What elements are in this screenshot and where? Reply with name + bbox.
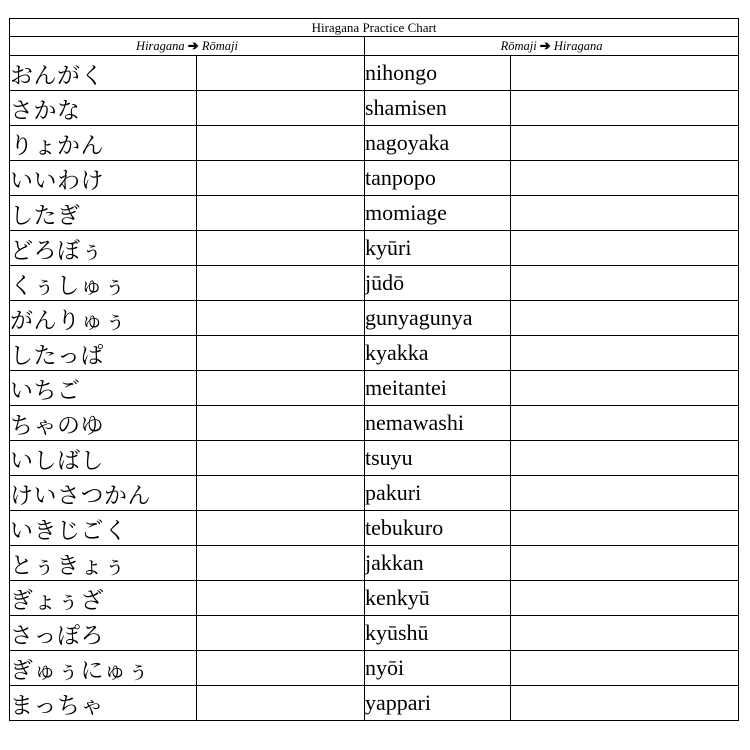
table-row xyxy=(10,91,739,126)
hiragana-answer-blank[interactable] xyxy=(511,91,739,126)
table-row xyxy=(10,441,739,476)
table-row xyxy=(10,546,739,581)
hiragana-word: どろぼぅ xyxy=(10,231,197,266)
hiragana-answer-blank[interactable] xyxy=(511,56,739,91)
table-row xyxy=(10,511,739,546)
hiragana-answer-blank[interactable] xyxy=(511,266,739,301)
header-from-romaji: Rōmaji xyxy=(500,39,537,53)
table-row xyxy=(10,476,739,511)
hiragana-word: いきじごく xyxy=(10,511,197,546)
hiragana-answer-blank[interactable] xyxy=(511,441,739,476)
romaji-answer-blank[interactable] xyxy=(197,511,365,546)
hiragana-answer-blank[interactable] xyxy=(511,301,739,336)
romaji-word: kyakka xyxy=(365,336,511,371)
hiragana-word: ぎゅぅにゅぅ xyxy=(10,651,197,686)
hiragana-word: くぅしゅぅ xyxy=(10,266,197,301)
table-row xyxy=(10,686,739,721)
romaji-word: meitantei xyxy=(365,371,511,406)
hiragana-word: いちご xyxy=(10,371,197,406)
hiragana-answer-blank[interactable] xyxy=(511,511,739,546)
romaji-word: kyūri xyxy=(365,231,511,266)
hiragana-answer-blank[interactable] xyxy=(511,686,739,721)
romaji-word: kyūshū xyxy=(365,616,511,651)
romaji-answer-blank[interactable] xyxy=(197,196,365,231)
table-row xyxy=(10,301,739,336)
hiragana-answer-blank[interactable] xyxy=(511,231,739,266)
hiragana-answer-blank[interactable] xyxy=(511,616,739,651)
hiragana-answer-blank[interactable] xyxy=(511,406,739,441)
romaji-word: nagoyaka xyxy=(365,126,511,161)
hiragana-answer-blank[interactable] xyxy=(511,476,739,511)
hiragana-word: けいさつかん xyxy=(10,476,197,511)
table-row xyxy=(10,616,739,651)
hiragana-answer-blank[interactable] xyxy=(511,196,739,231)
romaji-word: pakuri xyxy=(365,476,511,511)
romaji-answer-blank[interactable] xyxy=(197,441,365,476)
chart-body xyxy=(10,56,739,721)
hiragana-word: ちゃのゆ xyxy=(10,406,197,441)
table-row xyxy=(10,196,739,231)
hiragana-word: さっぽろ xyxy=(10,616,197,651)
romaji-answer-blank[interactable] xyxy=(197,161,365,196)
hiragana-word: りょかん xyxy=(10,126,197,161)
hiragana-answer-blank[interactable] xyxy=(511,161,739,196)
romaji-answer-blank[interactable] xyxy=(197,301,365,336)
table-row xyxy=(10,161,739,196)
romaji-word: tanpopo xyxy=(365,161,511,196)
romaji-answer-blank[interactable] xyxy=(197,581,365,616)
hiragana-word: いいわけ xyxy=(10,161,197,196)
romaji-word: kenkyū xyxy=(365,581,511,616)
romaji-answer-blank[interactable] xyxy=(197,91,365,126)
romaji-answer-blank[interactable] xyxy=(197,476,365,511)
romaji-answer-blank[interactable] xyxy=(197,266,365,301)
romaji-word: gunyagunya xyxy=(365,301,511,336)
romaji-answer-blank[interactable] xyxy=(197,126,365,161)
hiragana-to-romaji-header xyxy=(10,37,365,56)
hiragana-word: とぅきょぅ xyxy=(10,546,197,581)
table-row xyxy=(10,231,739,266)
header-to-hiragana: Hiragana xyxy=(553,39,603,53)
hiragana-word: したっぱ xyxy=(10,336,197,371)
chart-title: Hiragana Practice Chart xyxy=(10,19,739,37)
romaji-word: jakkan xyxy=(365,546,511,581)
romaji-answer-blank[interactable] xyxy=(197,686,365,721)
hiragana-answer-blank[interactable] xyxy=(511,581,739,616)
right-arrow-icon: ➔ xyxy=(187,38,199,53)
table-row xyxy=(10,371,739,406)
hiragana-word: ぎょぅざ xyxy=(10,581,197,616)
hiragana-practice-chart xyxy=(9,18,739,721)
table-row xyxy=(10,581,739,616)
hiragana-word: まっちゃ xyxy=(10,686,197,721)
romaji-answer-blank[interactable] xyxy=(197,56,365,91)
hiragana-answer-blank[interactable] xyxy=(511,546,739,581)
romaji-word: nyōi xyxy=(365,651,511,686)
table-row xyxy=(10,406,739,441)
hiragana-answer-blank[interactable] xyxy=(511,336,739,371)
table-row xyxy=(10,56,739,91)
table-row xyxy=(10,126,739,161)
romaji-answer-blank[interactable] xyxy=(197,336,365,371)
romaji-word: tsuyu xyxy=(365,441,511,476)
romaji-answer-blank[interactable] xyxy=(197,651,365,686)
hiragana-word: さかな xyxy=(10,91,197,126)
hiragana-word: がんりゅぅ xyxy=(10,301,197,336)
romaji-answer-blank[interactable] xyxy=(197,231,365,266)
romaji-word: nihongo xyxy=(365,56,511,91)
hiragana-word: おんがく xyxy=(10,56,197,91)
hiragana-answer-blank[interactable] xyxy=(511,651,739,686)
romaji-word: nemawashi xyxy=(365,406,511,441)
header-to-romaji: Rōmaji xyxy=(201,39,238,53)
romaji-answer-blank[interactable] xyxy=(197,546,365,581)
hiragana-word: したぎ xyxy=(10,196,197,231)
romaji-answer-blank[interactable] xyxy=(197,406,365,441)
right-arrow-icon: ➔ xyxy=(539,38,551,53)
table-row xyxy=(10,651,739,686)
header-from-hiragana: Hiragana xyxy=(136,39,185,53)
hiragana-answer-blank[interactable] xyxy=(511,126,739,161)
romaji-word: jūdō xyxy=(365,266,511,301)
table-row xyxy=(10,336,739,371)
romaji-word: momiage xyxy=(365,196,511,231)
hiragana-word: いしばし xyxy=(10,441,197,476)
romaji-answer-blank[interactable] xyxy=(197,616,365,651)
romaji-word: yappari xyxy=(365,686,511,721)
table-row xyxy=(10,266,739,301)
romaji-to-hiragana-header xyxy=(365,37,739,56)
romaji-word: tebukuro xyxy=(365,511,511,546)
hiragana-answer-blank[interactable] xyxy=(511,371,739,406)
romaji-answer-blank[interactable] xyxy=(197,371,365,406)
romaji-word: shamisen xyxy=(365,91,511,126)
